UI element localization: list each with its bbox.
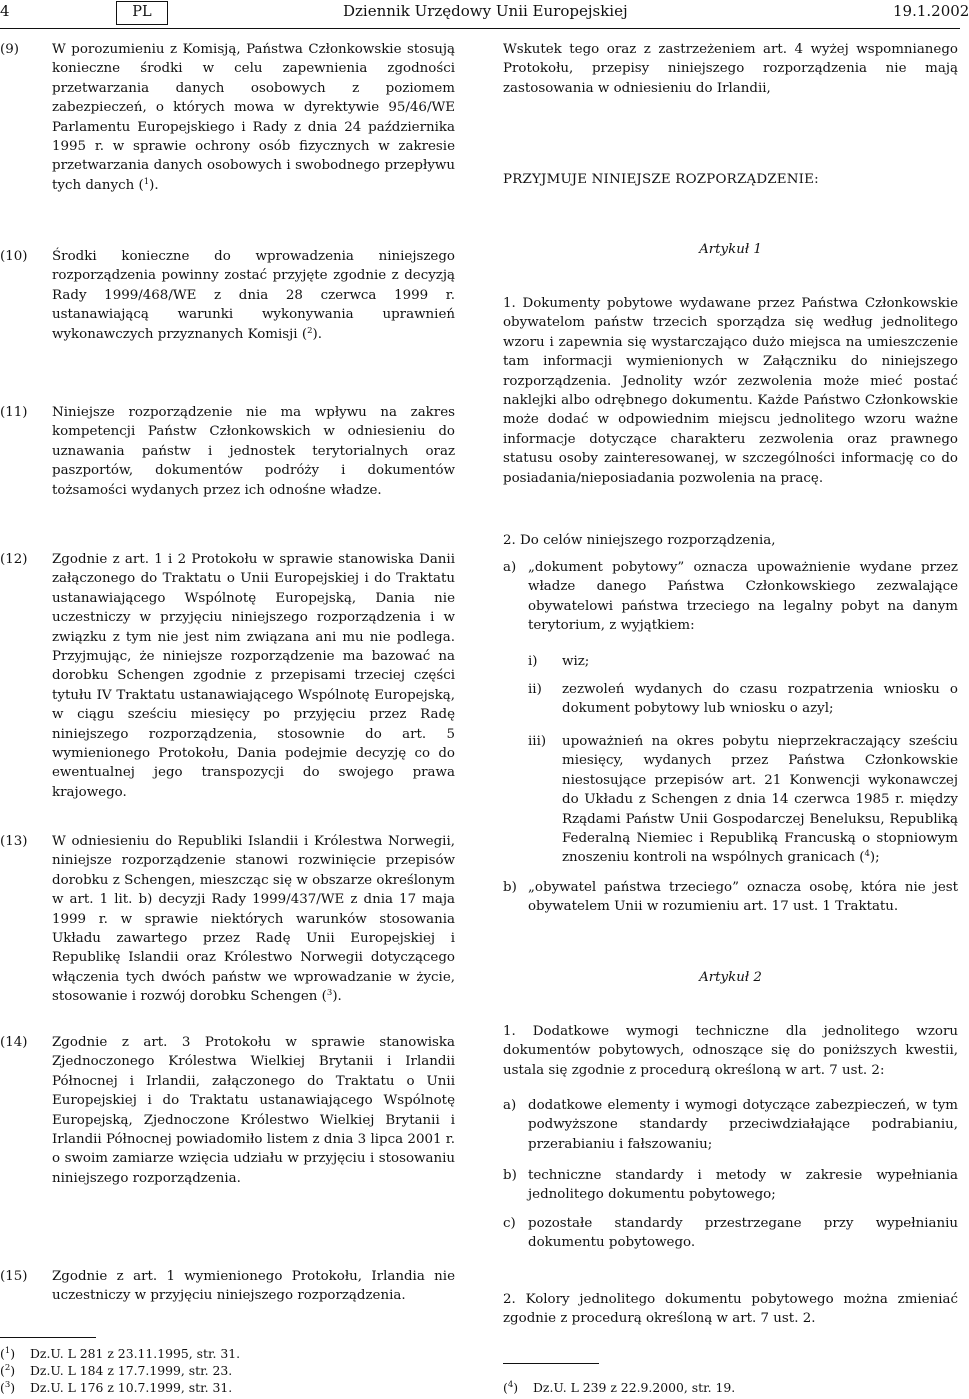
article-1-point-a	[503, 558, 958, 636]
article-1-point-a-ii	[528, 680, 958, 719]
point-text: upoważnień na okres pobytu nieprzekraczający sześciu miesięcy, wydanych przez Państwa Członkowskie niestosujące przepisów art. 21 Konwencji wykonawczej do Układu z Schengen z dnia 14 czerwca 1985 r. między Rządami Państw Unii Gospodarczej Beneluksu, Republiką Federalną Niemiec i Republiką Francuską o stopniowym znoszeniu kontroli na wspólnych granicach ($^4$);	[562, 734, 958, 866]
point-label: b)	[503, 880, 517, 895]
recital-text: Zgodnie z art. 1 wymienionego Protokołu, Irlandia nie uczestniczy w przyjęciu niniejszego rozporządzenia.	[52, 1269, 455, 1304]
article-2-point-a	[503, 1096, 958, 1154]
point-text: wiz;	[562, 654, 590, 669]
recital-text: Zgodnie z art. 3 Protokołu w sprawie stanowiska Zjednoczonego Królestwa Wielkiej Brytanii i Irlandii Północnej i Irlandii, załączonego do Traktatu o Unii Europejskiej i do Traktatu ustanawiającego Wspólnotę Europejską, Zjednoczone Królestwo Wielkiej Brytanii i Irlandii Północnej powiadomiło listem z dnia 3 lipca 2001 r. o swoim zamiarze wzięcia udziału w przyjęciu i stosowaniu niniejszego rozporządzenia.	[52, 1035, 455, 1186]
recital-number: (10)	[0, 249, 28, 264]
footnote-mark: ($^3$)	[0, 1380, 16, 1395]
point-text: „dokument pobytowy” oznacza upoważnienie wydane przez władze danego Państwa Członkowskiego zezwalające obywatelowi państwa trzeciego na legalny pobyt na danym terytorium, z wyjątkiem:	[528, 560, 958, 634]
point-text: zezwoleń wydanych do czasu rozpatrzenia wniosku o dokument pobytowy lub wniosku o azyl;	[562, 682, 958, 717]
footnote-rule	[0, 1337, 96, 1338]
recital-number: (15)	[0, 1269, 28, 1284]
issue-date: 19.1.2002	[893, 2, 969, 20]
recital-number: (14)	[0, 1035, 28, 1050]
footnote-ref[interactable]: 4	[864, 849, 870, 860]
recital-text: Niniejsze rozporządzenie nie ma wpływu na zakres kompetencji Państw Członkowskich w odniesieniu do uznawania państw i jednostek terytorialnych oraz paszportów, dokumentów podróży i dokumentów tożsamości wydanych przez ich odnośne władze.	[52, 405, 455, 498]
language-badge: PL	[116, 1, 168, 25]
page-header	[0, 0, 969, 26]
article-1-paragraph-2: 2. Do celów niniejszego rozporządzenia,	[503, 533, 776, 548]
footnote-text: Dz.U. L 281 z 23.11.1995, str. 31.	[30, 1346, 241, 1361]
point-text: „obywatel państwa trzeciego” oznacza osobę, która nie jest obywatelem Unii w rozumieniu art. 17 ust. 1 Traktatu.	[528, 880, 958, 915]
footnote-1	[0, 1346, 240, 1362]
header-rule	[0, 28, 960, 29]
point-label: a)	[503, 1098, 517, 1113]
enacting-formula: PRZYJMUJE NINIEJSZE ROZPORZĄDZENIE:	[503, 172, 819, 187]
footnote-ref[interactable]: 2	[307, 325, 313, 336]
article-2-title: Artykuł 2	[699, 970, 762, 985]
recital-text: W odniesieniu do Republiki Islandii i Królestwa Norwegii, niniejsze rozporządzenie stanowi rozwinięcie przepisów dorobku z Schengen, mieszcząc się w obszarze określonym w art. 1 lit. b) decyzji Rady 1999/437/WE z dnia 17 maja 1999 r. w sprawie niektórych warunków stosowania Układu zawartego przez Radę Unii Europejskiej i Republikę Islandii oraz Królestwo Norwegii dotyczącego włączenia tych dwóch państw we wprowadzanie w życie, stosowanie i rozwój dorobku Schengen ($^3$).	[52, 834, 455, 1005]
recital-number: (13)	[0, 834, 28, 849]
footnote-2	[0, 1363, 232, 1379]
recital-12	[0, 550, 455, 802]
point-label: a)	[503, 560, 517, 575]
page-number: 4	[0, 2, 10, 20]
point-text: techniczne standardy i metody w zakresie wypełniania jednolitego dokumentu pobytowego;	[528, 1168, 958, 1203]
article-1-point-a-iii	[528, 732, 958, 868]
recital-9	[0, 40, 455, 195]
recital-15	[0, 1267, 455, 1306]
article-1-paragraph-1: 1. Dokumenty pobytowe wydawane przez Państwa Członkowskie obywatelom państw trzecich sporządza się według jednolitego wzoru i zapewnia się wystarczająco dużo miejsca na umieszczenie tam informacji wymienionych w Załączniku do niniejszego rozporządzenia. Jednolity wzór zezwolenia może mieć postać naklejki albo odrębnego dokumentu. Każde Państwo Członkowskie może dodać w odpowiednim miejscu jednolitego wzoru ważne informacje dotyczące charakteru zezwolenia oraz prawnego statusu osoby zainteresowanej, w szczególności informację co do posiadania/nieposiadania pozwolenia na pracę.	[503, 296, 958, 486]
recital-number: (12)	[0, 552, 28, 567]
point-label: i)	[528, 654, 538, 669]
article-2-paragraph-1: 1. Dodatkowe wymogi techniczne dla jednolitego wzoru dokumentów pobytowych, odnoszące się do poniższych kwestii, ustala się zgodnie z procedurą określoną w art. 7 ust. 2:	[503, 1024, 958, 1078]
footnote-mark: ($^4$)	[503, 1380, 519, 1395]
point-label: b)	[503, 1168, 517, 1183]
footnote-mark: ($^2$)	[0, 1363, 16, 1378]
footnote-text: Dz.U. L 176 z 10.7.1999, str. 31.	[30, 1380, 233, 1395]
article-2-point-c	[503, 1214, 958, 1253]
point-text: dodatkowe elementy i wymogi dotyczące zabezpieczeń, w tym podwyższone standardy przeciwdziałające podrabianiu, przerabianiu i fałszowaniu;	[528, 1098, 958, 1152]
recital-text: Środki konieczne do wprowadzenia niniejszego rozporządzenia powinny zostać przyjęte zgodnie z decyzją Rady 1999/468/WE z dnia 28 czerwca 1999 r. ustanawiającą warunki wykonywania uprawnień wykonawczych przyznanych Komisji ($^2$).	[52, 249, 455, 342]
recital-number: (11)	[0, 405, 28, 420]
point-label: c)	[503, 1216, 516, 1231]
recital-13	[0, 832, 455, 1007]
footnote-4	[503, 1380, 735, 1396]
recital-11	[0, 403, 455, 500]
point-label: ii)	[528, 682, 542, 697]
footnote-rule	[503, 1363, 599, 1364]
article-2-paragraph-2: 2. Kolory jednolitego dokumentu pobytowego można zmieniać zgodnie z procedurą określoną w art. 7 ust. 2.	[503, 1292, 958, 1327]
recital-text: Zgodnie z art. 1 i 2 Protokołu w sprawie stanowiska Danii załączonego do Traktatu o Unii Europejskiej i do Traktatu ustanawiającego Wspólnotę Europejską, Dania nie uczestniczy w przyjęciu niniejszego rozporządzenia i w związku z tym nie jest nim związana ani mu nie podlega. Przyjmując, że niniejsze rozporządzenie ma bazować na dorobku Schengen zgodnie z przepisami trzeciej części tytułu IV Traktatu ustanawiającego Wspólnotę Europejską, w ciągu sześciu miesięcy po przyjęciu przez Radę niniejszego rozporządzenia, stosownie do art. 5 wymienionego Protokołu, Dania podejmie decyzję co do ewentualnej jego transpozycji do swojego prawa krajowego.	[52, 552, 455, 800]
footnote-ref[interactable]: 1	[143, 176, 150, 187]
journal-title: Dziennik Urzędowy Unii Europejskiej	[343, 2, 628, 20]
point-label: iii)	[528, 734, 547, 749]
article-1-point-a-i	[528, 652, 958, 671]
article-2-point-b	[503, 1166, 958, 1205]
article-1-point-b	[503, 878, 958, 917]
recital-10	[0, 247, 455, 344]
footnote-3	[0, 1380, 232, 1396]
footnote-ref[interactable]: 3	[326, 988, 333, 999]
article-1-title: Artykuł 1	[699, 242, 762, 257]
recital-number: (9)	[0, 42, 19, 57]
recital-14	[0, 1033, 455, 1188]
intro-paragraph: Wskutek tego oraz z zastrzeżeniem art. 4 wyżej wspomnianego Protokołu, przepisy niniejszego rozporządzenia nie mają zastosowania w odniesieniu do Irlandii,	[503, 42, 958, 96]
footnote-mark: ($^1$)	[0, 1346, 16, 1361]
recital-text: W porozumieniu z Komisją, Państwa Członkowskie stosują konieczne środki w celu zapewnienia zgodności przetwarzania danych osobowych z poziomem zabezpieczeń, o których mowa w dyrektywie 95/46/WE Parlamentu Europejskiego i Rady z dnia 24 października 1995 r. w sprawie ochrony osób fizycznych w zakresie przetwarzania danych osobowych i swobodnego przepływu tych danych ($^1$).	[52, 42, 455, 193]
footnote-text: Dz.U. L 184 z 17.7.1999, str. 23.	[30, 1363, 233, 1378]
footnote-text: Dz.U. L 239 z 22.9.2000, str. 19.	[533, 1380, 736, 1395]
point-text: pozostałe standardy przestrzegane przy wypełnianiu dokumentu pobytowego.	[528, 1216, 958, 1251]
